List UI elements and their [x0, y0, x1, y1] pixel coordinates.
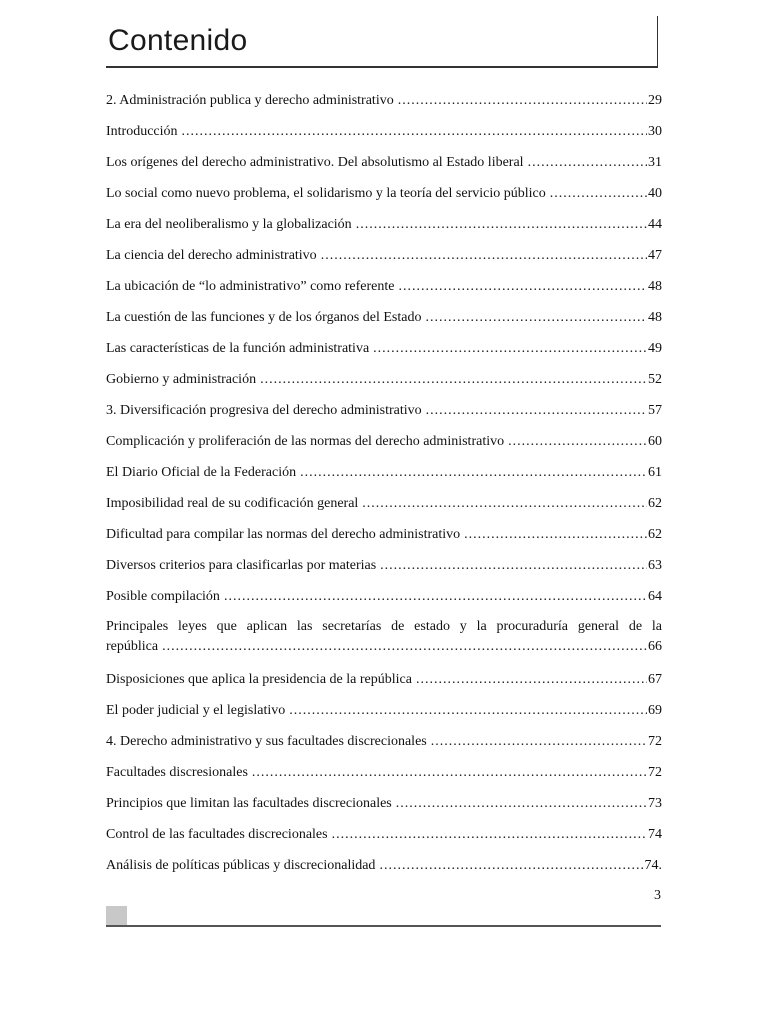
- toc-entry-page: 72: [648, 734, 662, 749]
- toc-entry-page: 74.: [644, 858, 662, 873]
- toc-entry-title: El Diario Oficial de la Federación: [106, 465, 297, 480]
- toc-entry-page: 48: [648, 279, 662, 294]
- toc-entry-title: 2. Administración publica y derecho administrativo: [106, 93, 394, 108]
- toc-entry: [106, 152, 662, 183]
- toc-entry-title: Disposiciones que aplica la presidencia de la república: [106, 672, 412, 687]
- page-title: Contenido: [108, 24, 248, 57]
- toc-entry: [106, 793, 662, 824]
- toc-entry-title: Introducción: [106, 124, 178, 139]
- dot-leader: [416, 669, 647, 691]
- toc-entry-page: 57: [648, 403, 662, 418]
- toc-entry: [106, 400, 662, 431]
- toc-entry-title: Diversos criterios para clasificarlas por materias: [106, 558, 377, 573]
- toc-entry-title: La era del neoliberalismo y la globalización: [106, 217, 352, 232]
- dot-leader: [260, 369, 647, 391]
- toc-entry-page: 49: [648, 341, 662, 356]
- toc-entry: [106, 121, 662, 152]
- toc-entry-title: Complicación y proliferación de las normas del derecho administrativo: [106, 434, 505, 449]
- footer-rule: [106, 925, 661, 927]
- toc-entry-page: 73: [648, 796, 662, 811]
- table-of-contents: [106, 90, 662, 886]
- toc-entry-title: 3. Diversificación progresiva del derecho administrativo: [106, 403, 422, 418]
- toc-entry: [106, 855, 662, 886]
- toc-entry-page: 52: [648, 372, 662, 387]
- page-header: [106, 14, 658, 68]
- toc-entry-title: Gobierno y administración: [106, 372, 257, 387]
- toc-entry: [106, 617, 662, 669]
- dot-leader: [425, 307, 647, 329]
- toc-entry: [106, 669, 662, 700]
- toc-entry-title: Las características de la función administrativa: [106, 341, 370, 356]
- footer-decoration-block: [106, 906, 127, 926]
- toc-entry-title: Facultades discresionales: [106, 765, 248, 780]
- dot-leader: [300, 462, 647, 484]
- dot-leader: [289, 700, 647, 722]
- toc-entry: [106, 307, 662, 338]
- toc-entry-page: 74: [648, 827, 662, 842]
- page-number: 3: [654, 888, 661, 903]
- toc-entry-page: 69: [648, 703, 662, 718]
- toc-entry-title: Los orígenes del derecho administrativo. Del absolutismo al Estado liberal: [106, 155, 524, 170]
- toc-entry: [106, 90, 662, 121]
- toc-entry-page: 62: [648, 527, 662, 542]
- toc-entry-title: Principios que limitan las facultades discrecionales: [106, 796, 392, 811]
- toc-entry-title: Lo social como nuevo problema, el solidarismo y la teoría del servicio público: [106, 186, 546, 201]
- toc-entry: [106, 493, 662, 524]
- toc-entry: [106, 762, 662, 793]
- dot-leader: [508, 431, 647, 453]
- dot-leader: [379, 855, 643, 877]
- toc-entry-page: 67: [648, 672, 662, 687]
- toc-entry: [106, 276, 662, 307]
- dot-leader: [373, 338, 647, 360]
- toc-entry-page: 40: [648, 186, 662, 201]
- toc-entry: [106, 586, 662, 617]
- toc-entry: [106, 431, 662, 462]
- toc-entry-title: La cuestión de las funciones y de los órganos del Estado: [106, 310, 422, 325]
- toc-entry: [106, 245, 662, 276]
- dot-leader: [362, 493, 647, 515]
- toc-entry: [106, 214, 662, 245]
- toc-entry-page: 48: [648, 310, 662, 325]
- dot-leader: [380, 555, 647, 577]
- toc-entry-title: Control de las facultades discrecionales: [106, 827, 328, 842]
- toc-entry-page: 62: [648, 496, 662, 511]
- toc-entry: [106, 183, 662, 214]
- dot-leader: [398, 276, 647, 298]
- toc-entry-page: 63: [648, 558, 662, 573]
- dot-leader: [332, 824, 647, 846]
- toc-entry: [106, 700, 662, 731]
- toc-entry-page: 30: [648, 124, 662, 139]
- toc-entry: [106, 338, 662, 369]
- dot-leader: [224, 586, 647, 608]
- dot-leader: [356, 214, 647, 236]
- dot-leader: [321, 245, 647, 267]
- dot-leader: [426, 400, 647, 422]
- toc-entry-title: Dificultad para compilar las normas del derecho administrativo: [106, 527, 461, 542]
- toc-entry: [106, 824, 662, 855]
- toc-entry-page: 29: [648, 93, 662, 108]
- toc-entry-title: La ubicación de “lo administrativo” como referente: [106, 279, 395, 294]
- toc-entry-page: 31: [648, 155, 662, 170]
- dot-leader: [528, 152, 647, 174]
- dot-leader: [162, 637, 647, 657]
- toc-entry-title: 4. Derecho administrativo y sus facultades discrecionales: [106, 734, 427, 749]
- toc-entry-page: 64: [648, 589, 662, 604]
- dot-leader: [550, 183, 647, 205]
- toc-entry: [106, 462, 662, 493]
- toc-entry: [106, 369, 662, 400]
- dot-leader: [398, 90, 647, 112]
- toc-entry: [106, 555, 662, 586]
- toc-entry-title: Análisis de políticas públicas y discrecionalidad: [106, 858, 376, 873]
- dot-leader: [396, 793, 647, 815]
- toc-entry-title: Posible compilación: [106, 589, 220, 604]
- toc-entry-title: El poder judicial y el legislativo: [106, 703, 286, 718]
- dot-leader: [252, 762, 647, 784]
- toc-entry-page: 61: [648, 465, 662, 480]
- header-rule: [106, 66, 658, 68]
- header-vertical-rule: [657, 16, 659, 68]
- toc-entry-title: La ciencia del derecho administrativo: [106, 248, 317, 263]
- toc-entry-title-continuation: república: [106, 639, 159, 654]
- toc-entry-page: 44: [648, 217, 662, 232]
- dot-leader: [464, 524, 647, 546]
- toc-entry: [106, 731, 662, 762]
- toc-entry: [106, 524, 662, 555]
- toc-entry-page: 72: [648, 765, 662, 780]
- toc-entry-page: 66: [648, 639, 662, 654]
- toc-entry-page: 60: [648, 434, 662, 449]
- toc-entry-page: 47: [648, 248, 662, 263]
- toc-entry-continuation: [106, 637, 662, 657]
- dot-leader: [431, 731, 647, 753]
- toc-entry-title: Principales leyes que aplican las secretarías de estado y la procuraduría general de la: [106, 619, 662, 634]
- dot-leader: [182, 121, 647, 143]
- toc-entry-title: Imposibilidad real de su codificación general: [106, 496, 359, 511]
